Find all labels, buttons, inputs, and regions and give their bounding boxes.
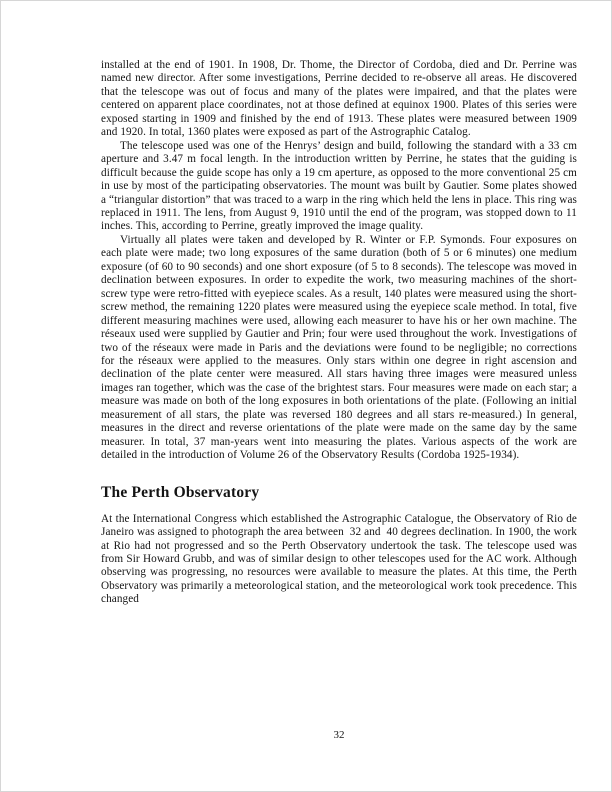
text-column bbox=[101, 59, 583, 607]
paragraph-telescope-description: The telescope used was one of the Henrys’ design and build, following the standard with a 33 cm aperture and 3.47 m focal length. In the introduction written by Perrine, he states that the guiding is difficult because the guide scope has only a 19 cm aperture, as opposed to the more conventional 25 cm in use by most of the participating observatories. The mount was built by Gautier. Some plates showed a “triangular distortion” that was traced to a warp in the ring which held the lens in place. This ring was replaced in 1911. The lens, from August 9, 1910 until the end of the program, was stopped down to 11 inches. This, according to Perrine, greatly improved the image quality. bbox=[101, 139, 583, 233]
paragraph-plate-measurement: Virtually all plates were taken and developed by R. Winter or F.P. Symonds. Four exposures on each plate were made; two long exposures of the same duration (both of 5 or 6 minutes) one medium exposure (of 60 to 90 seconds) and one short exposure (of 5 to 8 seconds). The telescope was moved in declination between exposures. In order to expedite the work, two measuring machines of the short-screw type were retro-fitted with eyepiece scales. As a result, 140 plates were measured using the short-screw method, the remaining 1220 plates were measured using the eyepiece scale method. In total, five different measuring machines were used, allowing each measurer to have his or her own machine. The réseaux used were supplied by Gautier and Prin; four were used throughout the work. Investigations of two of the réseaux were made in Paris and the deviations were found to be negligible; no corrections for the réseaux were applied to the measures. Only stars within one degree in right ascension and declination of the plate center were measured. All stars having three images were measured unless images ran together, which was the case of the brightest stars. Four measures were made on each star; a measure was made on both of the long exposures in both orientations of the plate. (Following an initial measurement of all stars, the plate was reversed 180 degrees and all stars re-measured.) In general, measures in the direct and reverse orientations of the plate were made on the same day by the same measurer. In total, 37 man-years went into measuring the plates. Various aspects of the work are detailed in the introduction of Volume 26 of the Observatory Results (Cordoba 1925-1934). bbox=[101, 233, 580, 462]
paragraph-cordoba-continuation: installed at the end of 1901. In 1908, Dr. Thome, the Director of Cordoba, died and Dr. Perrine was named new director. After some investigations, Perrine decided to re-observe all areas. He discovered that the telescope was out of focus and many of the plates were impaired, and that the plates were centered on apparent place coordinates, not at those defined at equinox 1900. Plates of this series were exposed starting in 1909 and finished by the end of 1913. These plates were measured between 1909 and 1920. In total, 1360 plates were exposed as part of the Astrographic Catalog. bbox=[101, 59, 580, 139]
paragraph-perth-intro: At the International Congress which established the Astrographic Catalogue, the Observatory of Rio de Janeiro was assigned to photograph the area between 32 and 40 degrees declination. In 1900, the work at Rio had not progressed and so the Perth Observatory undertook the task. The telescope used was from Sir Howard Grubb, and was of similar design to other telescopes used for the AC work. Although observing was progressing, no resources were available to measure the plates. At this time, the Perth Observatory was primarily a meteorological station, and the meteorological work took precedence. This changed bbox=[101, 512, 580, 606]
section-heading: The Perth Observatory bbox=[101, 483, 260, 501]
page-footer bbox=[101, 729, 577, 741]
page-number: 32 bbox=[333, 729, 345, 741]
